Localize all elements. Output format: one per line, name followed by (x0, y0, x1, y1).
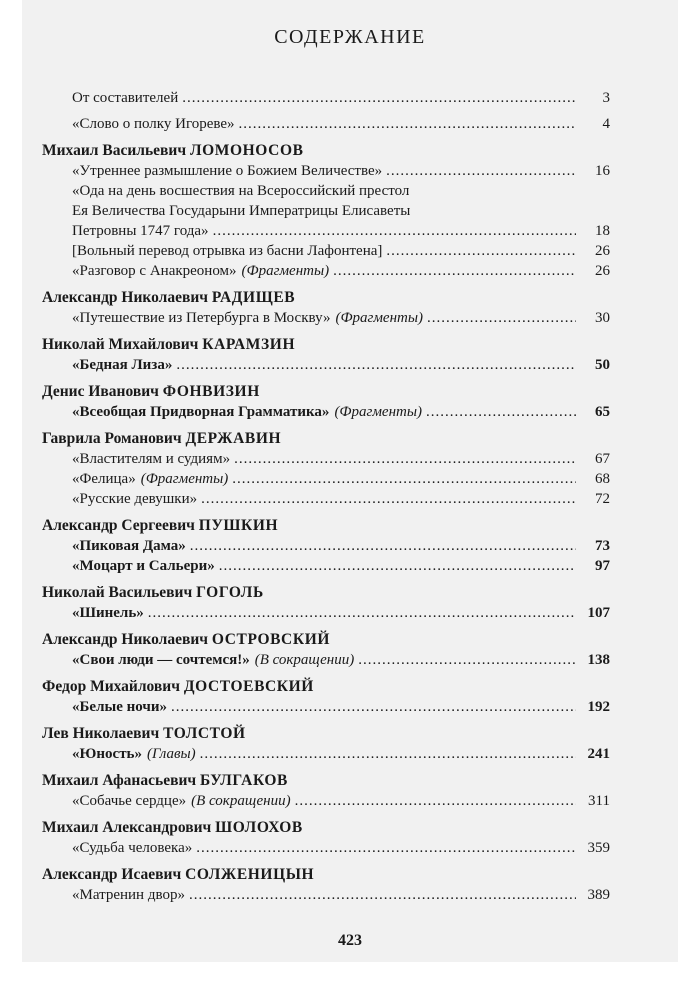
contents-title: СОДЕРЖАНИЕ (274, 26, 426, 48)
leader-dots (213, 221, 576, 241)
entry-page: 107 (587, 605, 610, 621)
toc-entry-from-compilers[interactable] (42, 88, 610, 108)
entry-title: «Путешествие из Петербурга в Москву» (72, 310, 331, 326)
author-first-name: Михаил Васильевич (42, 142, 187, 159)
author-first-name: Александр Николаевич (42, 289, 209, 306)
entry-title: «Судьба человека» (72, 840, 193, 856)
author-first-name: Александр Николаевич (42, 631, 209, 648)
leader-dots (148, 603, 576, 623)
entry-note: (Фрагменты) (241, 263, 330, 279)
leader-dots (358, 650, 576, 670)
author-first-name: Лев Николаевич (42, 725, 160, 742)
entry-title: «Утреннее размышление о Божием Величестве» (72, 163, 383, 179)
entry-page: 192 (587, 699, 610, 715)
author-surname: ФОНВИЗИН (162, 383, 260, 400)
author-heading-karamzin (42, 334, 610, 355)
author-first-name: Федор Михайлович (42, 678, 180, 695)
entry-title: «Белые ночи» (72, 699, 167, 715)
entry-title: «Властителям и судиям» (72, 451, 231, 467)
entry-title: «Свои люди — сочтемся!» (72, 652, 250, 668)
entry-page: 50 (595, 357, 610, 373)
toc-entry[interactable] (42, 469, 610, 489)
leader-dots (171, 697, 576, 717)
toc-entry[interactable] (42, 449, 610, 469)
toc-entry[interactable] (42, 402, 610, 422)
entry-page: 68 (595, 471, 610, 487)
author-first-name: Михаил Александрович (42, 819, 212, 836)
leader-dots (239, 114, 576, 134)
author-surname: ОСТРОВСКИЙ (211, 631, 331, 648)
author-heading-pushkin (42, 515, 610, 536)
toc-entry[interactable] (42, 161, 610, 181)
leader-dots (232, 469, 576, 489)
leader-dots (190, 536, 576, 556)
toc-entry[interactable] (42, 536, 610, 556)
toc-entry[interactable] (42, 556, 610, 576)
entry-page: 72 (595, 491, 610, 507)
entry-page: 30 (595, 310, 610, 326)
page-sheet (22, 0, 678, 962)
entry-title: «Матренин двор» (72, 887, 185, 903)
author-surname: ШОЛОХОВ (215, 819, 303, 836)
leader-dots (200, 744, 576, 764)
page-number: 423 (338, 932, 362, 949)
entry-page: 73 (595, 538, 610, 554)
author-first-name: Михаил Афанасьевич (42, 772, 197, 789)
author-surname: РАДИЩЕВ (211, 289, 296, 306)
author-surname: СОЛЖЕНИЦЫН (185, 866, 315, 883)
leader-dots (234, 449, 576, 469)
toc-entry[interactable] (42, 603, 610, 623)
toc-entry[interactable] (42, 838, 610, 858)
entry-page: 359 (587, 840, 610, 856)
author-heading-solzhenitsyn (42, 864, 610, 885)
author-first-name: Александр Исаевич (42, 866, 182, 883)
entry-title: «Слово о полку Игореве» (72, 116, 235, 132)
author-surname: КАРАМЗИН (202, 336, 296, 353)
leader-dots (189, 885, 576, 905)
entry-page: 16 (595, 163, 610, 179)
author-first-name: Николай Михайлович (42, 336, 199, 353)
leader-dots (295, 791, 576, 811)
entry-page: 18 (595, 223, 610, 239)
leader-dots (176, 355, 576, 375)
author-first-name: Александр Сергеевич (42, 517, 195, 534)
leader-dots (427, 308, 576, 328)
entry-page: 4 (602, 116, 610, 132)
entry-title: «Бедная Лиза» (72, 357, 173, 373)
entry-page: 389 (587, 887, 610, 903)
author-first-name: Денис Иванович (42, 383, 159, 400)
entry-page: 138 (587, 652, 610, 668)
entry-title: «Собачье сердце» (72, 793, 187, 809)
toc-entry[interactable] (42, 885, 610, 905)
toc-entry-slovo[interactable] (42, 114, 610, 134)
entry-page: 241 (587, 746, 610, 762)
entry-page: 3 (602, 90, 610, 106)
entry-page: 26 (595, 243, 610, 259)
entry-title-line[interactable]: Ея Величества Государыни Императрицы Елисаветы (72, 203, 411, 219)
entry-page: 311 (588, 793, 610, 809)
author-first-name: Николай Васильевич (42, 584, 193, 601)
entry-note: (В сокращении) (191, 793, 291, 809)
entry-title: [Вольный перевод отрывка из басни Лафонтена] (72, 243, 383, 259)
author-heading-fonvizin (42, 381, 610, 402)
entry-page: 67 (595, 451, 610, 467)
entry-page: 26 (595, 263, 610, 279)
author-surname: ДОСТОЕВСКИЙ (183, 678, 314, 695)
author-first-name: Гаврила Романович (42, 430, 182, 447)
toc-entry[interactable] (42, 355, 610, 375)
entry-note: (Фрагменты) (140, 471, 229, 487)
author-heading-radishchev (42, 287, 610, 308)
entry-title: Петровны 1747 года» (72, 223, 209, 239)
author-heading-gogol (42, 582, 610, 603)
leader-dots (386, 161, 576, 181)
author-heading-lomonosov (42, 140, 610, 161)
toc-entry[interactable] (42, 308, 610, 328)
leader-dots (196, 838, 576, 858)
table-of-contents (42, 88, 610, 905)
entry-page: 97 (595, 558, 610, 574)
toc-entry[interactable] (42, 221, 610, 241)
author-heading-ostrovsky (42, 629, 610, 650)
toc-entry[interactable] (42, 697, 610, 717)
leader-dots (333, 261, 576, 281)
author-heading-dostoevsky (42, 676, 610, 697)
leader-dots (386, 241, 576, 261)
author-heading-bulgakov (42, 770, 610, 791)
entry-note: (Главы) (147, 746, 196, 762)
leader-dots (182, 88, 576, 108)
entry-title: «Юность» (72, 746, 142, 762)
entry-title: «Моцарт и Сальери» (72, 558, 215, 574)
leader-dots (219, 556, 576, 576)
author-heading-sholokhov (42, 817, 610, 838)
leader-dots (201, 489, 576, 509)
leader-dots (426, 402, 576, 422)
author-surname: БУЛГАКОВ (200, 772, 288, 789)
toc-entry[interactable] (42, 791, 610, 811)
entry-page: 65 (595, 404, 610, 420)
author-surname: ПУШКИН (198, 517, 279, 534)
entry-note: (Фрагменты) (334, 404, 423, 420)
author-surname: ЛОМОНОСОВ (189, 142, 304, 159)
entry-note: (Фрагменты) (335, 310, 424, 326)
toc-entry[interactable] (42, 489, 610, 509)
toc-entry[interactable] (42, 261, 610, 281)
author-heading-tolstoy (42, 723, 610, 744)
entry-title-line[interactable]: «Ода на день восшествия на Всероссийский престол (72, 183, 410, 199)
author-heading-derzhavin (42, 428, 610, 449)
entry-note: (В сокращении) (254, 652, 355, 668)
toc-entry[interactable] (42, 241, 610, 261)
entry-title: «Русские девушки» (72, 491, 198, 507)
entry-title: От составителей (72, 90, 179, 106)
entry-title: «Фелица» (72, 471, 136, 487)
entry-title: «Всеобщая Придворная Грамматика» (72, 404, 330, 420)
author-surname: ТОЛСТОЙ (163, 725, 246, 742)
entry-title: «Разговор с Анакреоном» (72, 263, 237, 279)
author-surname: ДЕРЖАВИН (185, 430, 282, 447)
toc-entry[interactable] (42, 650, 610, 670)
author-surname: ГОГОЛЬ (196, 584, 264, 601)
toc-entry[interactable] (42, 744, 610, 764)
entry-title: «Шинель» (72, 605, 144, 621)
entry-title: «Пиковая Дама» (72, 538, 186, 554)
